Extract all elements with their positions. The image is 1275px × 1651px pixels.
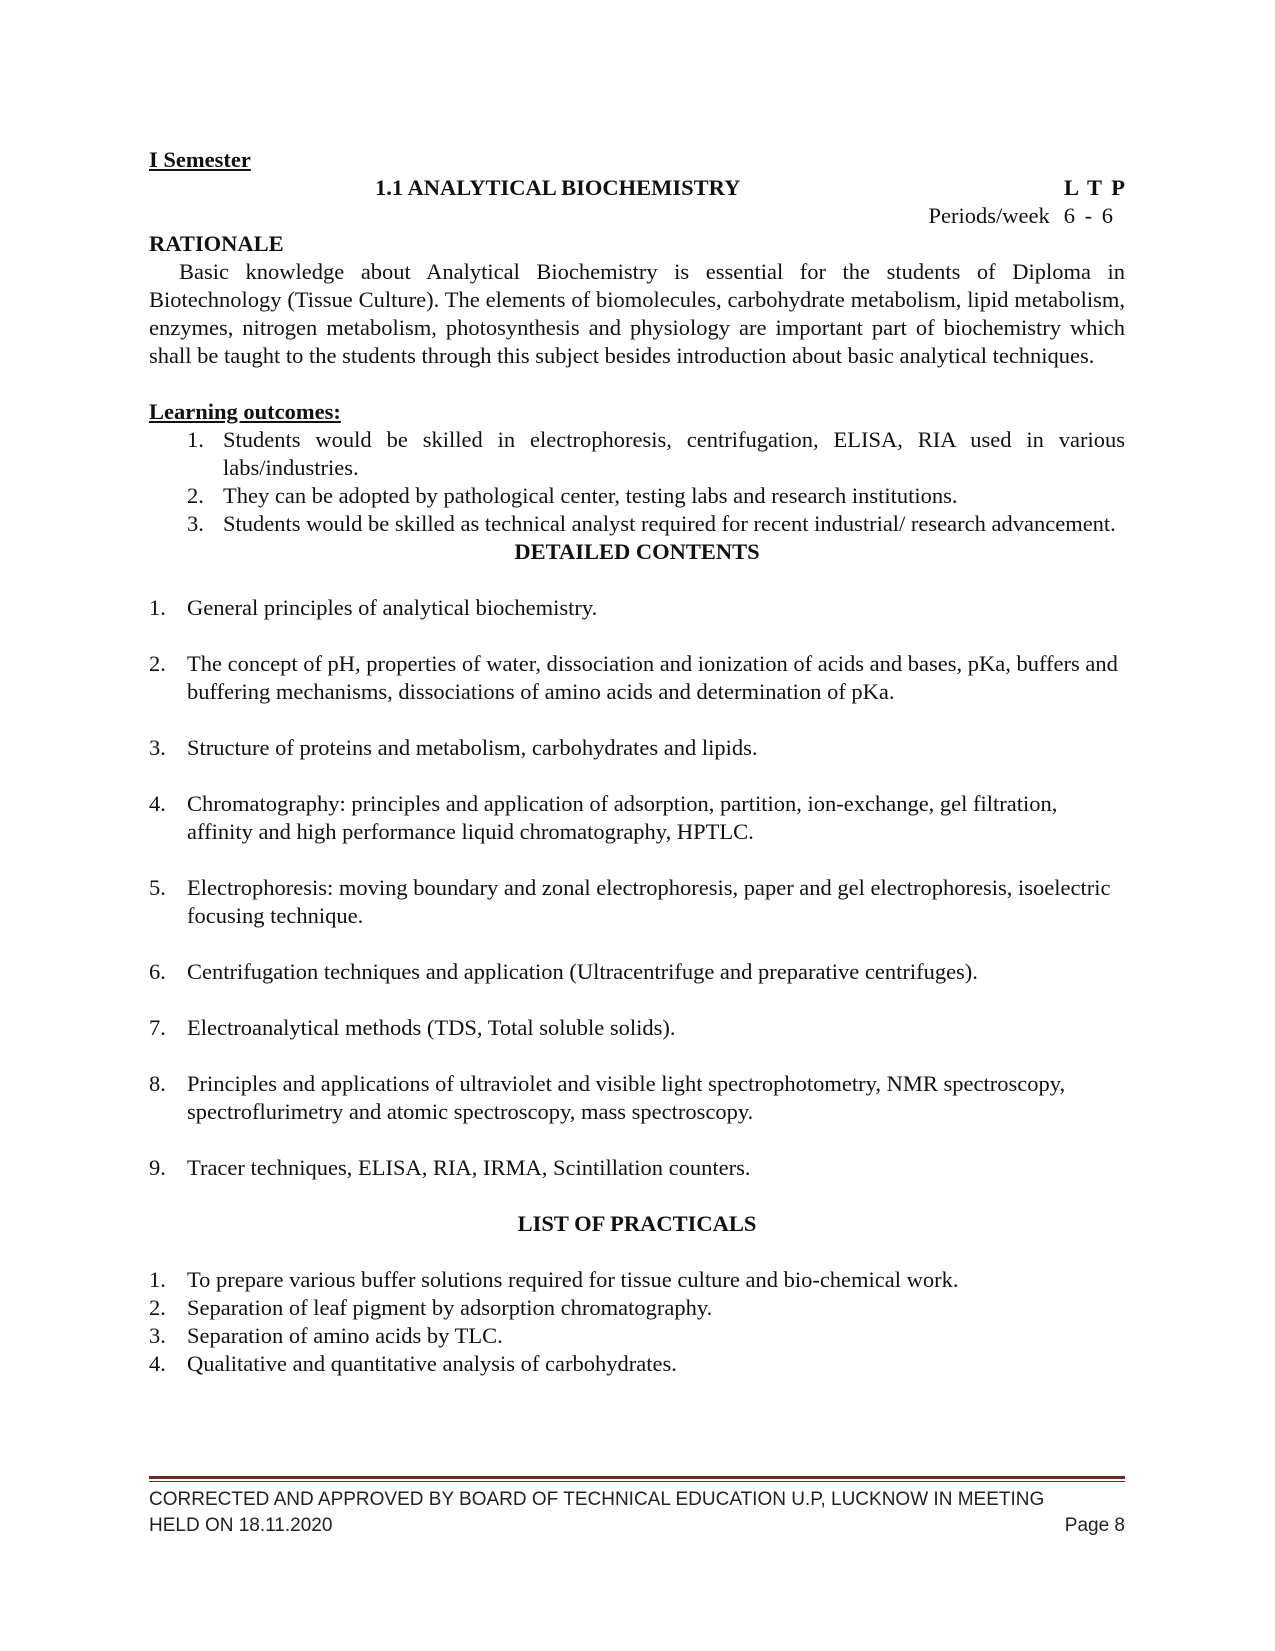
title-row [149, 174, 1125, 202]
item-text: Principles and applications of ultraviolet and visible light spectrophotometry, NMR spectroscopy, spectroflurimetry and atomic spectroscopy, mass spectroscopy. [187, 1071, 1066, 1124]
list-item [149, 1014, 1125, 1042]
footer-line-2: HELD ON 18.11.2020 [149, 1515, 333, 1536]
item-number: 4. [149, 791, 166, 816]
item-text: General principles of analytical biochemistry. [187, 595, 598, 620]
item-text: To prepare various buffer solutions required for tissue culture and bio-chemical work. [187, 1267, 959, 1292]
course-title: 1.1 ANALYTICAL BIOCHEMISTRY [375, 175, 741, 200]
footer-rule [149, 1476, 1125, 1479]
item-number: 3. [149, 735, 166, 760]
list-item [149, 650, 1125, 706]
list-item [149, 482, 1125, 510]
item-text: Qualitative and quantitative analysis of carbohydrates. [187, 1351, 677, 1376]
periods-label: Periods/week [928, 203, 1050, 228]
list-item [149, 594, 1125, 622]
footer-row [149, 1513, 1125, 1539]
item-text: They can be adopted by pathological center, testing labs and research institutions. [223, 483, 958, 508]
detailed-contents-list [149, 594, 1125, 1182]
item-number: 6. [149, 959, 166, 984]
list-item [149, 426, 1125, 482]
footer-text [149, 1487, 1125, 1539]
list-item [149, 1294, 1125, 1322]
list-item [149, 510, 1125, 538]
item-text: Electrophoresis: moving boundary and zonal electrophoresis, paper and gel electrophoresis, isoelectric focusing technique. [187, 875, 1111, 928]
item-number: 9. [149, 1155, 166, 1180]
item-number: 7. [149, 1015, 166, 1040]
item-text: The concept of pH, properties of water, dissociation and ionization of acids and bases, pKa, buffers and buffering mechanisms, dissociations of amino acids and determination of pKa. [187, 651, 1118, 704]
item-text: Separation of amino acids by TLC. [187, 1323, 503, 1348]
footer-line-1: CORRECTED AND APPROVED BY BOARD OF TECHNICAL EDUCATION U.P, LUCKNOW IN MEETING [149, 1489, 1045, 1510]
spacer [149, 370, 1125, 398]
item-number: 8. [149, 1071, 166, 1096]
periods-value: 6 - 6 [1063, 203, 1113, 228]
spacer [149, 566, 1125, 594]
item-number: 1. [149, 595, 166, 620]
item-text: Separation of leaf pigment by adsorption chromatography. [187, 1295, 713, 1320]
list-item [149, 958, 1125, 986]
list-item [149, 790, 1125, 846]
ltp-label: L T P [1064, 175, 1125, 200]
item-text: Centrifugation techniques and application (Ultracentrifuge and preparative centrifuges). [187, 959, 978, 984]
list-item [149, 874, 1125, 930]
detailed-contents-heading: DETAILED CONTENTS [514, 539, 760, 564]
item-text: Electroanalytical methods (TDS, Total soluble solids). [187, 1015, 676, 1040]
spacer [149, 1182, 1125, 1210]
list-item [149, 1322, 1125, 1350]
item-number: 3. [149, 1323, 166, 1348]
periods-row [149, 202, 1125, 230]
item-number: 4. [149, 1351, 166, 1376]
item-text: Chromatography: principles and application of adsorption, partition, ion-exchange, gel filtration, affinity and high performance liquid chromatography, HPTLC. [187, 791, 1058, 844]
item-number: 1. [149, 1267, 166, 1292]
item-number: 2. [149, 1295, 166, 1320]
item-text: Students would be skilled as technical analyst required for recent industrial/ research advancement. [223, 511, 1116, 536]
page-number: Page 8 [1064, 1515, 1125, 1536]
periods-per-week [929, 202, 1113, 230]
item-text: Students would be skilled in electrophoresis, centrifugation, ELISA, RIA used in various labs/industries. [223, 427, 1125, 480]
item-number: 5. [149, 875, 166, 900]
list-item [149, 734, 1125, 762]
practicals-heading: LIST OF PRACTICALS [517, 1211, 757, 1236]
list-item [149, 1070, 1125, 1126]
spacer [149, 1238, 1125, 1266]
item-number: 1. [187, 427, 204, 452]
item-text: Tracer techniques, ELISA, RIA, IRMA, Scintillation counters. [187, 1155, 751, 1180]
footer-rule-thin [149, 1481, 1125, 1482]
page-footer [149, 1476, 1125, 1539]
list-item [149, 1350, 1125, 1378]
rationale-text: Basic knowledge about Analytical Biochemistry is essential for the students of Diploma in Biotechnology (Tissue Culture). The elements of biomolecules, carbohydrate metabolism, lipid metabolism, enzymes, nitrogen metabolism, photosynthesis and physiology are important part of biochemistry which shall be taught to the students through this subject besides introduction about basic analytical techniques. [149, 259, 1125, 368]
list-item [149, 1266, 1125, 1294]
item-text: Structure of proteins and metabolism, carbohydrates and lipids. [187, 735, 758, 760]
learning-outcomes-list [149, 426, 1125, 538]
item-number: 2. [187, 483, 204, 508]
page-content [149, 146, 1125, 1378]
rationale-heading: RATIONALE [149, 231, 284, 256]
practicals-list [149, 1266, 1125, 1378]
list-item [149, 1154, 1125, 1182]
learning-outcomes-heading: Learning outcomes: [149, 399, 341, 424]
item-number: 2. [149, 651, 166, 676]
item-number: 3. [187, 511, 204, 536]
semester-label: I Semester [149, 147, 251, 172]
